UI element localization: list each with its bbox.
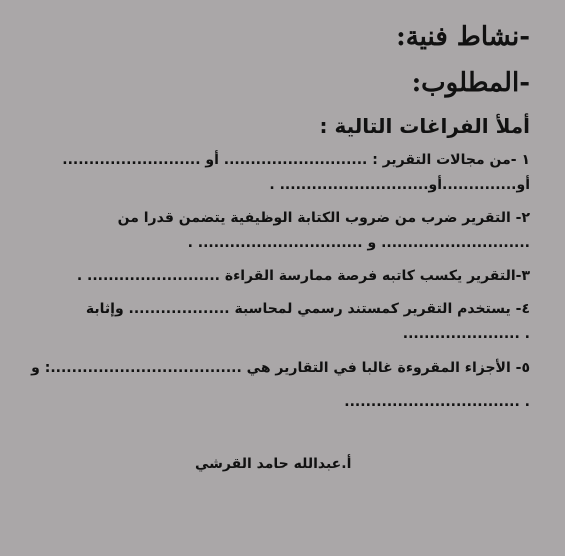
required-heading: -المطلوب: — [411, 68, 530, 98]
question-2-line-2: ............................ و ............................... . — [187, 235, 530, 251]
question-1-line-2: أو..............أو............................ . — [269, 177, 530, 193]
question-5-line-2: ................................. . — [344, 394, 530, 410]
question-1-line-1: ١ -من مجالات التقرير : ........................... أو .......................... — [62, 152, 530, 168]
question-3-line-1: ٣-التقرير يكسب كاتبه فرصة ممارسة القراءة ......................... . — [76, 268, 530, 284]
instruction-text: أملأ الفراغات التالية : — [319, 114, 530, 138]
question-4-line-1: ٤- يستخدم التقرير كمستند رسمي لمحاسبة ................... وإثابة — [85, 301, 530, 317]
question-5-line-1: ٥- الأجزاء المقروءة غالبا في التقارير هي ....................................: و — [31, 360, 530, 376]
activity-heading: -نشاط فنية: — [396, 22, 530, 52]
teacher-signature: أ.عبدالله حامد القرشي — [195, 456, 352, 472]
question-2-line-1: ٢- التقرير ضرب من ضروب الكتابة الوظيفية يتضمن قدرا من — [117, 210, 530, 226]
question-4-line-2: ...................... . — [402, 326, 530, 342]
